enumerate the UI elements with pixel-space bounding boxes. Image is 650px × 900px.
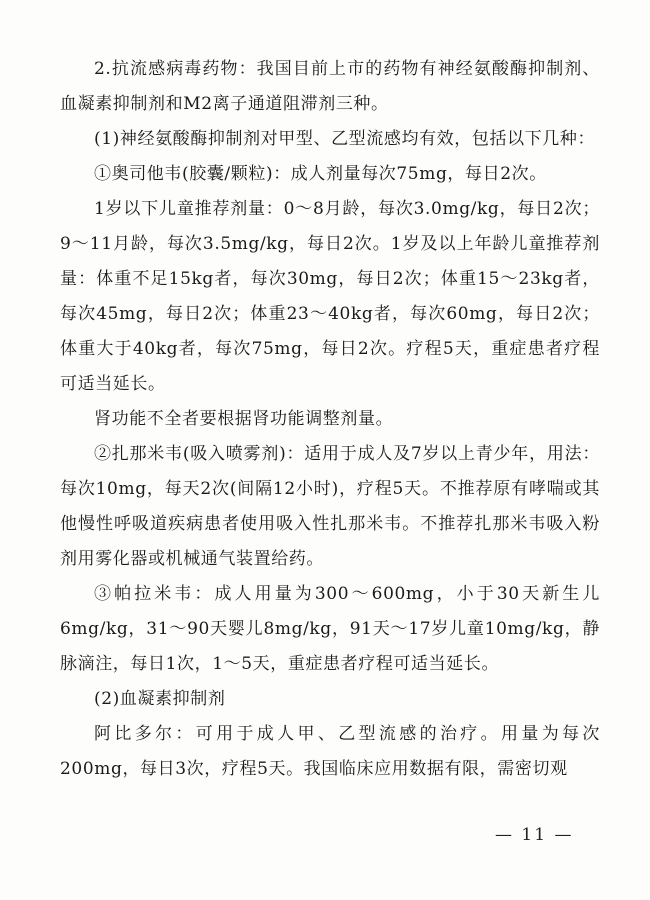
body-text <box>60 52 600 787</box>
page-number: — 11 — <box>495 825 574 845</box>
paragraph-oseltamivir: ①奥司他韦(胶囊/颗粒)：成人剂量每次75mg，每日2次。 <box>94 164 547 184</box>
paragraph-neuraminidase-heading: (1)神经氨酸酶抑制剂对甲型、乙型流感均有效，包括以下几种： <box>94 129 596 149</box>
paragraph-peramivir: ③帕拉米韦：成人用量为300～600mg，小于30天新生儿6mg/kg，31～90天婴儿8mg/kg，91天～17岁儿童10mg/kg，静脉滴注，每日1次，1～5天，重症患者疗程可适当延长。 <box>60 584 600 674</box>
paragraph-arbidol: 阿比多尔：可用于成人甲、乙型流感的治疗。用量为每次200mg，每日3次，疗程5天。我国临床应用数据有限，需密切观 <box>60 724 600 779</box>
paragraph-zanamivir: ②扎那米韦(吸入喷雾剂)：适用于成人及7岁以上青少年，用法：每次10mg，每天2次(间隔12小时)，疗程5天。不推荐原有哮喘或其他慢性呼吸道疾病患者使用吸入性扎那米韦。不推荐扎那米韦吸入粉剂用雾化器或机械通气装置给药。 <box>60 444 600 569</box>
paragraph-pediatric-dosage: 1岁以下儿童推荐剂量：0～8月龄，每次3.0mg/kg，每日2次；9～11月龄，每次3.5mg/kg，每日2次。1岁及以上年龄儿童推荐剂量：体重不足15kg者，每次30mg，每日2次；体重15～23kg者，每次45mg，每日2次；体重23～40kg者，每次60mg，每日2次；体重大于40kg者，每次75mg，每日2次。疗程5天，重症患者疗程可适当延长。 <box>60 199 600 394</box>
paragraph-renal-note: 肾功能不全者要根据肾功能调整剂量。 <box>94 409 394 429</box>
paragraph-antiviral-intro: 2.抗流感病毒药物：我国目前上市的药物有神经氨酸酶抑制剂、血凝素抑制剂和M2离子通道阻滞剂三种。 <box>60 59 600 114</box>
paragraph-hemagglutinin-heading: (2)血凝素抑制剂 <box>94 689 226 709</box>
